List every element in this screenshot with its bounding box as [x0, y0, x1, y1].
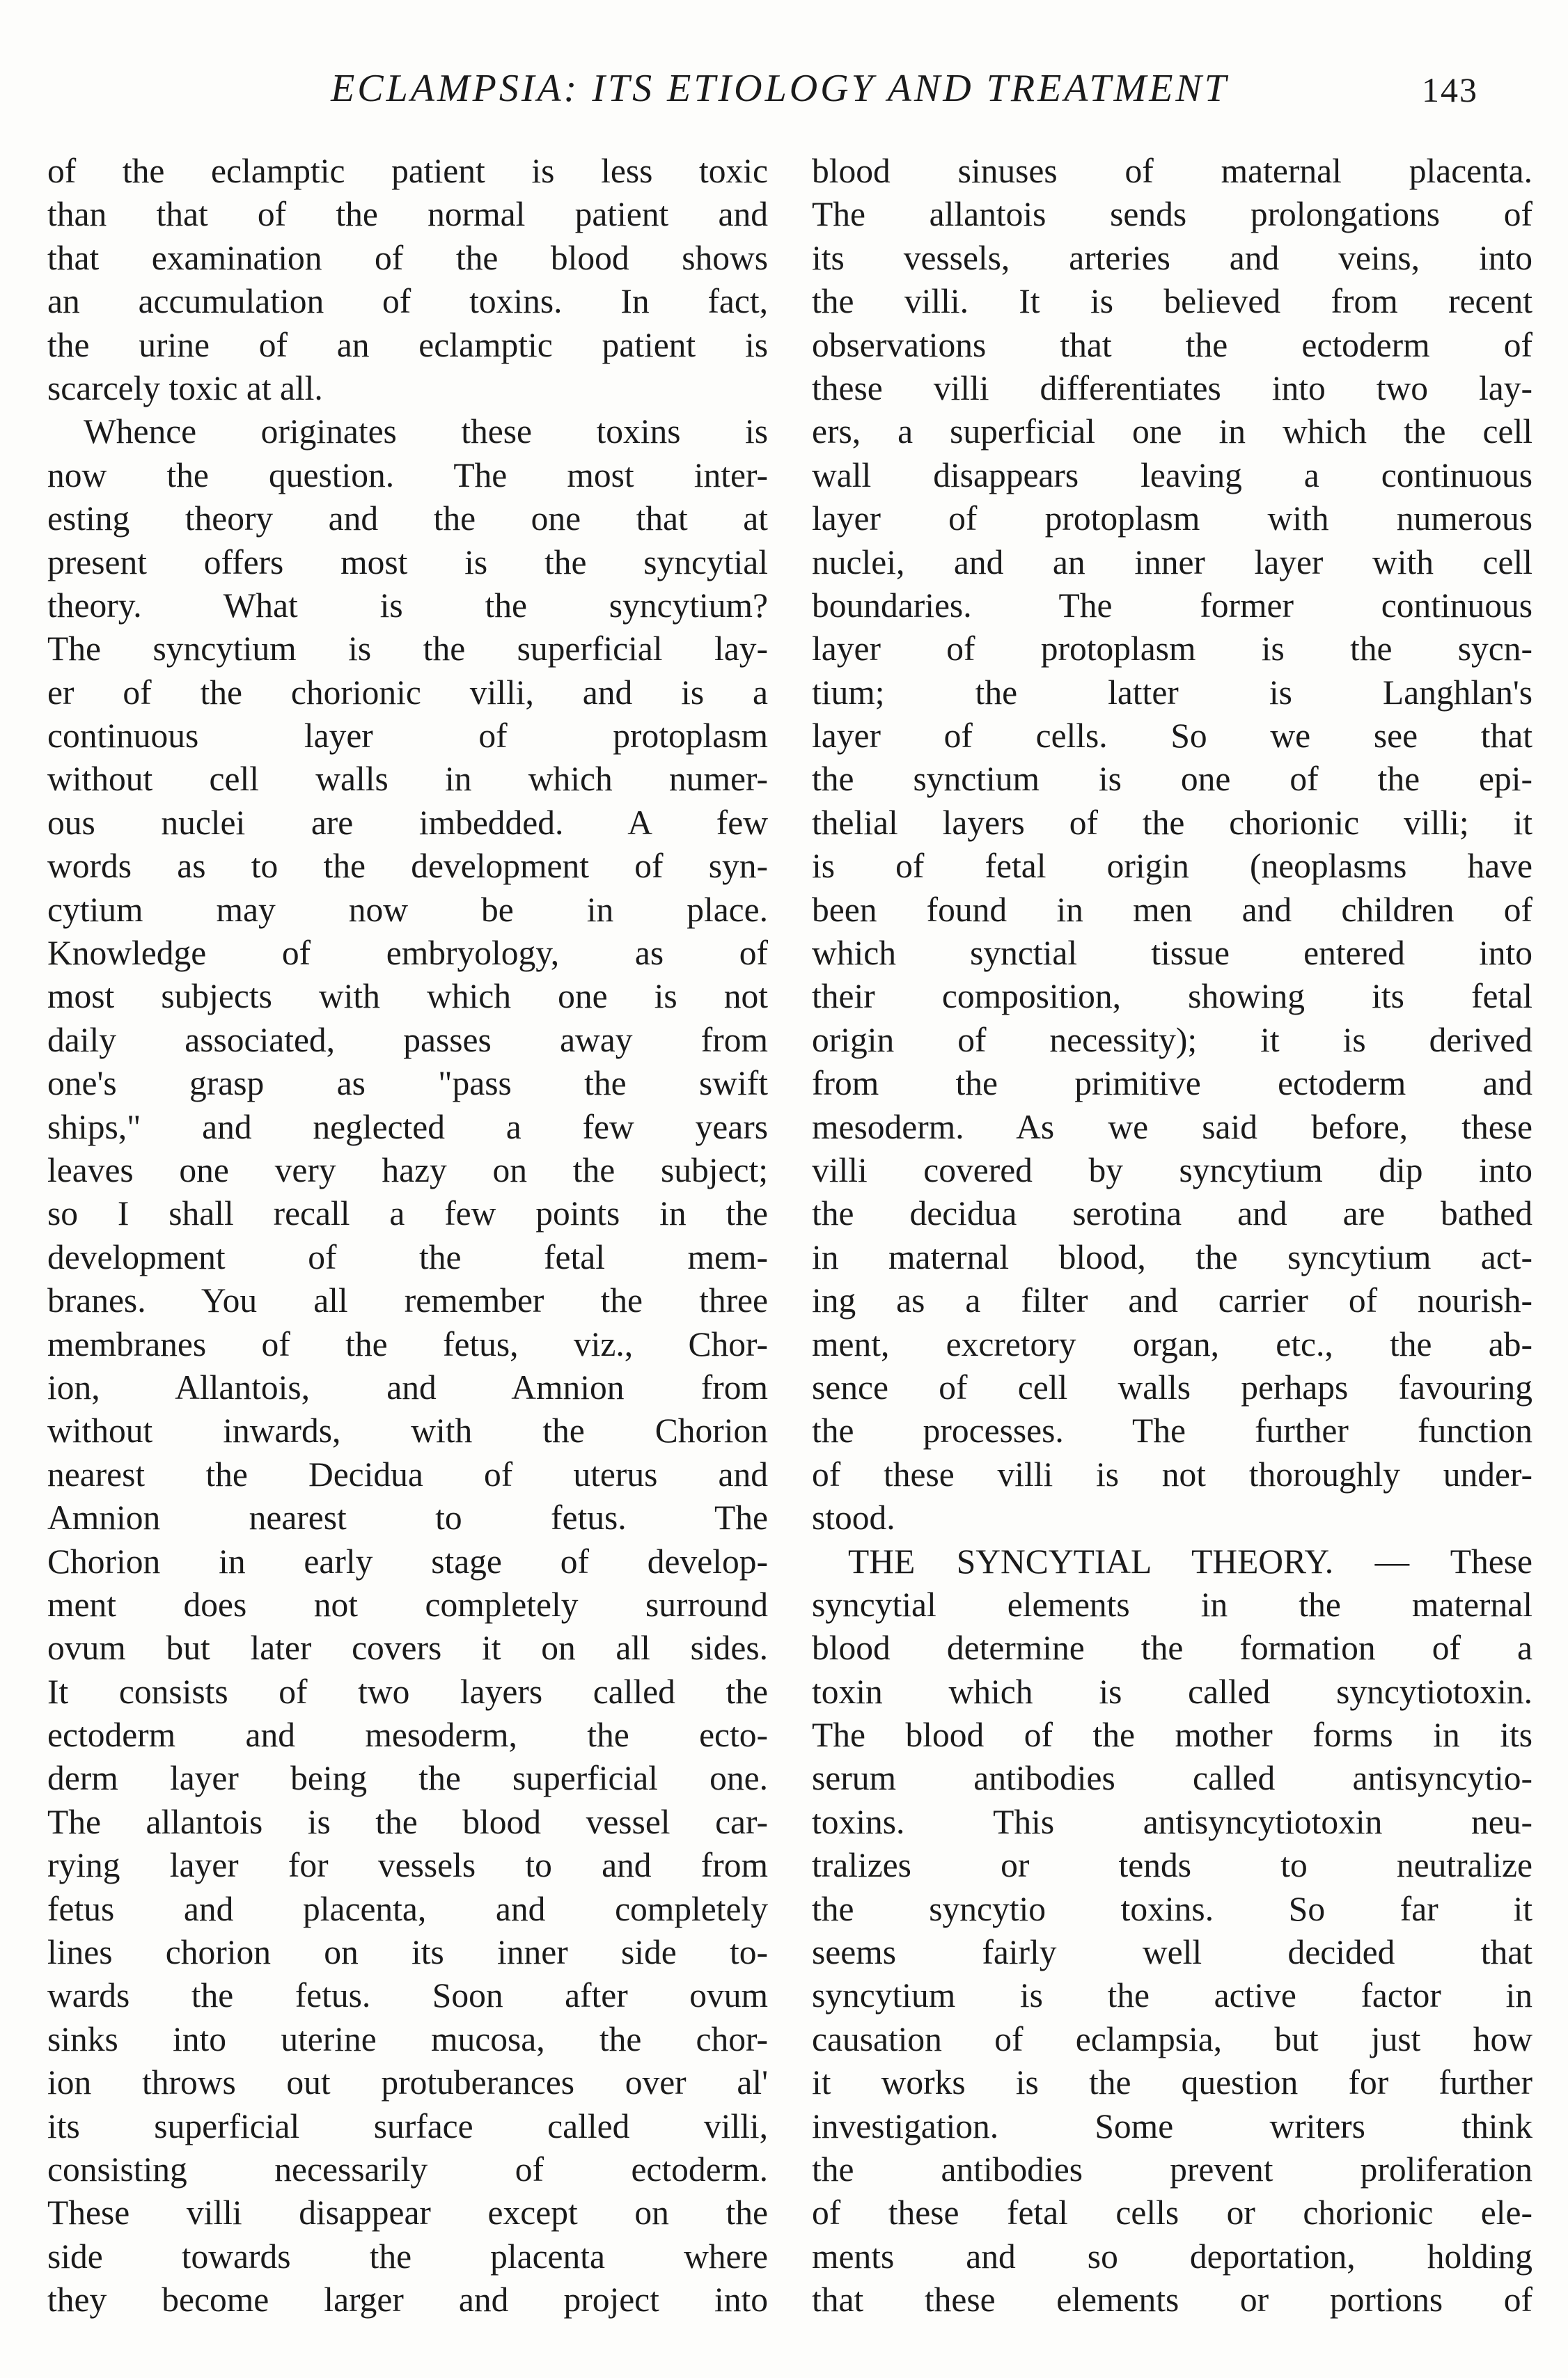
- text-line: ing as a filter and carrier of nourish-: [812, 1281, 1532, 1320]
- text-line: layer of protoplasm is the sycn-: [812, 629, 1532, 668]
- text-line: branes. You all remember the three: [47, 1281, 768, 1320]
- text-line: tium; the latter is Langhlan's: [812, 673, 1532, 712]
- text-line: present offers most is the syncytial: [47, 542, 768, 581]
- text-line: the processes. The further function: [812, 1411, 1532, 1450]
- running-head: ECLAMPSIA: ITS ETIOLOGY AND TREATMENT: [331, 67, 1229, 110]
- text-line: ion, Allantois, and Amnion from: [47, 1368, 768, 1407]
- text-line: without cell walls in which numer-: [47, 760, 768, 799]
- section-heading-line: THE SYNCYTIAL THEORY. — These: [848, 1542, 1532, 1581]
- text-line: consisting necessarily of ectoderm.: [47, 2150, 768, 2189]
- text-line: the antibodies prevent proliferation: [812, 2150, 1532, 2189]
- text-line: is of fetal origin (neoplasms have: [812, 847, 1532, 886]
- text-line: scarcely toxic at all.: [47, 368, 323, 407]
- text-line: of these fetal cells or chorionic ele-: [812, 2193, 1532, 2232]
- text-line: so I shall recall a few points in the: [47, 1194, 768, 1233]
- text-line: ectoderm and mesoderm, the ecto-: [47, 1716, 768, 1755]
- text-line: wards the fetus. Soon after ovum: [47, 1976, 768, 2015]
- text-line: toxin which is called syncytiotoxin.: [812, 1672, 1532, 1711]
- text-line: cytium may now be in place.: [47, 890, 768, 929]
- text-line: leaves one very hazy on the subject;: [47, 1150, 768, 1189]
- text-line: toxins. This antisyncytiotoxin neu-: [812, 1802, 1532, 1841]
- text-line: Amnion nearest to fetus. The: [47, 1499, 768, 1538]
- text-line: causation of eclampsia, but just how: [812, 2019, 1532, 2058]
- text-line: The syncytium is the superficial lay-: [47, 629, 768, 668]
- page-number: 143: [1422, 70, 1478, 109]
- text-line: they become larger and project into: [47, 2281, 768, 2320]
- text-line: that examination of the blood shows: [47, 238, 768, 277]
- text-line: serum antibodies called antisyncytio-: [812, 1759, 1532, 1798]
- text-line: blood sinuses of maternal placenta.: [812, 152, 1532, 190]
- text-line: it works is the question for further: [812, 2063, 1532, 2102]
- text-line: been found in men and children of: [812, 890, 1532, 929]
- text-line: in maternal blood, the syncytium act-: [812, 1237, 1532, 1276]
- text-line: layer of cells. So we see that: [812, 717, 1532, 756]
- text-line: stood.: [812, 1499, 895, 1538]
- text-line: syncytium is the active factor in: [812, 1976, 1532, 2015]
- text-line: words as to the development of syn-: [47, 847, 768, 886]
- text-line: its vessels, arteries and veins, into: [812, 238, 1532, 277]
- text-line: their composition, showing its fetal: [812, 977, 1532, 1016]
- text-line: wall disappears leaving a continuous: [812, 455, 1532, 494]
- text-line: lines chorion on its inner side to-: [47, 1933, 768, 1972]
- text-line: one's grasp as "pass the swift: [47, 1064, 768, 1103]
- text-line: ovum but later covers it on all sides.: [47, 1629, 768, 1668]
- text-line: ers, a superficial one in which the cell: [812, 412, 1532, 451]
- text-line: The allantois is the blood vessel car-: [47, 1802, 768, 1841]
- text-line: the urine of an eclamptic patient is: [47, 325, 768, 364]
- text-line: that these elements or portions of: [812, 2281, 1532, 2320]
- text-line: now the question. The most inter-: [47, 455, 768, 494]
- text-line: theory. What is the syncytium?: [47, 586, 768, 625]
- text-line: without inwards, with the Chorion: [47, 1411, 768, 1450]
- text-line: thelial layers of the chorionic villi; it: [812, 803, 1532, 842]
- text-line: Whence originates these toxins is: [84, 412, 768, 451]
- text-line: blood determine the formation of a: [812, 1629, 1532, 1668]
- text-line: which synctial tissue entered into: [812, 934, 1532, 973]
- text-line: of the eclamptic patient is less toxic: [47, 152, 768, 190]
- text-line: origin of necessity); it is derived: [812, 1020, 1532, 1059]
- text-line: fetus and placenta, and completely: [47, 1889, 768, 1928]
- text-line: syncytial elements in the maternal: [812, 1585, 1532, 1624]
- text-line: from the primitive ectoderm and: [812, 1064, 1532, 1103]
- text-line: nuclei, and an inner layer with cell: [812, 542, 1532, 581]
- text-line: esting theory and the one that at: [47, 499, 768, 538]
- text-line: sence of cell walls perhaps favouring: [812, 1368, 1532, 1407]
- text-line: ion throws out protuberances over al': [47, 2063, 768, 2102]
- text-line: of these villi is not thoroughly under-: [812, 1455, 1532, 1494]
- text-line: It consists of two layers called the: [47, 1672, 768, 1711]
- text-line: er of the chorionic villi, and is a: [47, 673, 768, 712]
- text-line: daily associated, passes away from: [47, 1020, 768, 1059]
- text-line: Knowledge of embryology, as of: [47, 934, 768, 973]
- text-line: mesoderm. As we said before, these: [812, 1107, 1532, 1146]
- text-line: layer of protoplasm with numerous: [812, 499, 1532, 538]
- text-line: ships," and neglected a few years: [47, 1107, 768, 1146]
- text-line: These villi disappear except on the: [47, 2193, 768, 2232]
- text-line: The allantois sends prolongations of: [812, 195, 1532, 234]
- text-line: ment, excretory organ, etc., the ab-: [812, 1324, 1532, 1363]
- text-line: ment does not completely surround: [47, 1585, 768, 1624]
- text-line: Chorion in early stage of develop-: [47, 1542, 768, 1581]
- right-column: [812, 150, 1532, 2322]
- text-line: the syncytio toxins. So far it: [812, 1889, 1532, 1928]
- text-line: than that of the normal patient and: [47, 195, 768, 234]
- text-line: observations that the ectoderm of: [812, 325, 1532, 364]
- text-line: seems fairly well decided that: [812, 1933, 1532, 1972]
- text-line: derm layer being the superficial one.: [47, 1759, 768, 1798]
- text-line: these villi differentiates into two lay-: [812, 368, 1532, 407]
- text-line: nearest the Decidua of uterus and: [47, 1455, 768, 1494]
- text-line: side towards the placenta where: [47, 2237, 768, 2276]
- text-line: the synctium is one of the epi-: [812, 760, 1532, 799]
- text-line: tralizes or tends to neutralize: [812, 1846, 1532, 1885]
- text-line: ous nuclei are imbedded. A few: [47, 803, 768, 842]
- text-line: the decidua serotina and are bathed: [812, 1194, 1532, 1233]
- text-line: The blood of the mother forms in its: [812, 1716, 1532, 1755]
- text-line: its superficial surface called villi,: [47, 2106, 768, 2145]
- text-line: villi covered by syncytium dip into: [812, 1150, 1532, 1189]
- text-line: continuous layer of protoplasm: [47, 717, 768, 756]
- text-line: investigation. Some writers think: [812, 2106, 1532, 2145]
- text-line: boundaries. The former continuous: [812, 586, 1532, 625]
- text-line: an accumulation of toxins. In fact,: [47, 282, 768, 321]
- left-column: [47, 150, 768, 2322]
- text-line: most subjects with which one is not: [47, 977, 768, 1016]
- text-line: rying layer for vessels to and from: [47, 1846, 768, 1885]
- text-line: ments and so deportation, holding: [812, 2237, 1532, 2276]
- text-line: development of the fetal mem-: [47, 1237, 768, 1276]
- text-line: the villi. It is believed from recent: [812, 282, 1532, 321]
- text-line: sinks into uterine mucosa, the chor-: [47, 2019, 768, 2058]
- text-line: membranes of the fetus, viz., Chor-: [47, 1324, 768, 1363]
